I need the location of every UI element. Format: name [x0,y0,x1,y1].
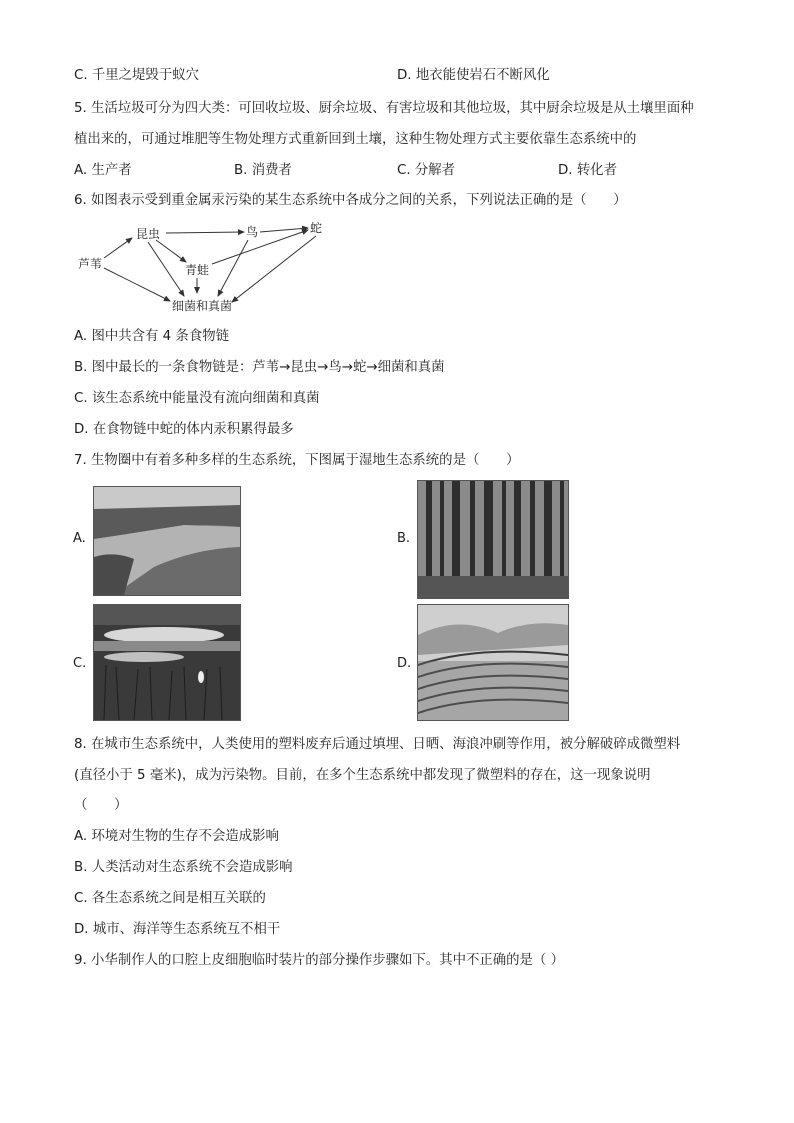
q4-option-d: D. 地衣能使岩石不断风化 [397,68,550,83]
q7-label-b: B. [397,531,411,546]
q8-stem-line-1: 8. 在城市生态系统中，人类使用的塑料废弃后通过填埋、日晒、海浪冲刷等作用，被分解破碎成微塑料 [74,737,681,752]
node-decomposer: 细菌和真菌 [172,299,233,313]
q8-option-d: D. 城市、海洋等生态系统互不相干 [74,922,281,937]
q8-option-c: C. 各生态系统之间是相互关联的 [74,891,266,906]
q8-stem-line-3: （ ） [74,798,128,813]
node-insect: 昆虫 [136,227,161,241]
q5-option-a: A. 生产者 [74,163,132,178]
node-frog: 青蛙 [185,263,210,277]
q6-option-c: C. 该生态系统中能量没有流向细菌和真菌 [74,391,320,406]
q5-option-d: D. 转化者 [558,163,617,178]
q5-option-b: B. 消费者 [234,163,292,178]
terraced-fields-photo [417,604,569,721]
q5-stem-line-2: 植出来的，可通过堆肥等生物处理方式重新回到土壤，这种生物处理方式主要依靠生态系统中的 [74,132,637,147]
node-snake: 蛇 [310,221,323,235]
q6-option-b: B. 图中最长的一条食物链是：芦苇→昆虫→鸟→蛇→细菌和真菌 [74,360,445,375]
q6-stem: 6. 如图表示受到重金属汞污染的某生态系统中各成分之间的关系，下列说法正确的是（ ） [74,193,627,208]
q7-label-c: C. [73,656,87,671]
wetland-photo [93,604,241,721]
q9-stem: 9. 小华制作人的口腔上皮细胞临时装片的部分操作步骤如下。其中不正确的是（ ） [74,953,564,968]
q5-option-c: C. 分解者 [397,163,456,178]
node-bird: 鸟 [246,225,259,239]
river-photo [93,486,241,596]
q6-option-a: A. 图中共含有 4 条食物链 [74,329,229,344]
forest-photo [417,480,569,599]
q6-option-d: D. 在食物链中蛇的体内汞积累得最多 [74,422,294,437]
q8-option-a: A. 环境对生物的生存不会造成影响 [74,829,279,844]
q7-label-a: A. [73,531,86,546]
node-reed: 芦苇 [78,257,103,271]
q4-option-c: C. 千里之堤毁于蚁穴 [74,68,199,83]
q7-label-d: D. [397,656,412,671]
q5-stem-line-1: 5. 生活垃圾可分为四大类：可回收垃圾、厨余垃圾、有害垃圾和其他垃圾，其中厨余垃圾是从土壤里面种 [74,101,694,116]
food-web-diagram [72,216,342,316]
q8-option-b: B. 人类活动对生态系统不会造成影响 [74,860,293,875]
q8-stem-line-2: (直径小于 5 毫米)，成为污染物。目前，在多个生态系统中都发现了微塑料的存在，这一现象说明 [74,768,651,783]
q7-stem: 7. 生物圈中有着多种多样的生态系统，下图属于湿地生态系统的是（ ） [74,453,520,468]
